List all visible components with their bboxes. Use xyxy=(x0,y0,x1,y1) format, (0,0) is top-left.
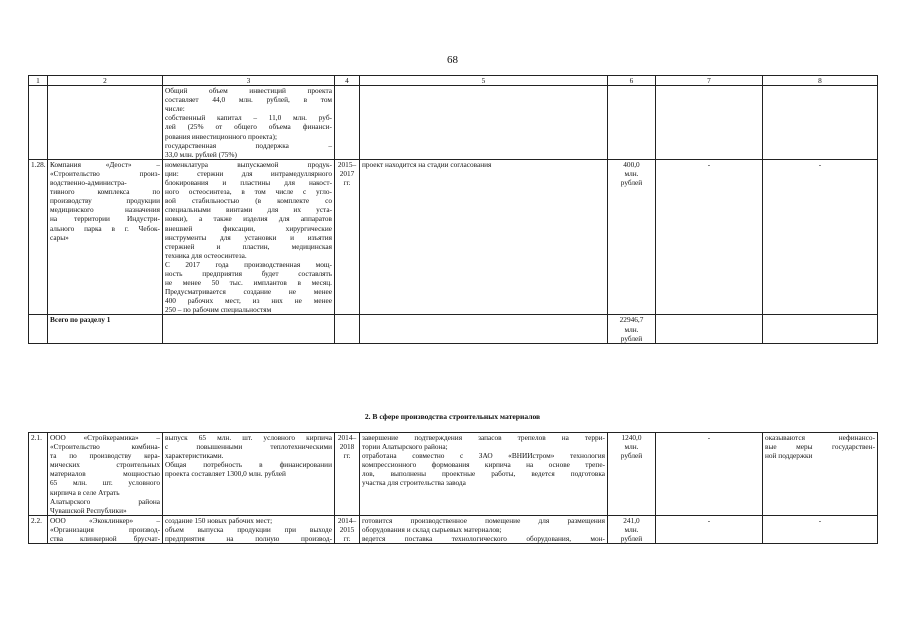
project-name-cell: ООО «Стройкерамика» – «Строительство комбина- та по производству кера- мических строительных материалов мощностью 65 млн. шт. условного кирпича в селе Атрать Алатырского района Чувашской Республики» xyxy=(48,433,163,516)
table-row xyxy=(29,515,878,543)
project-description-cell: выпуск 65 млн. шт. условного кирпича с повышенными теплотехническими характеристиками. Общая потребность в финансировании проекта составляет 1300,0 млн. рублей xyxy=(163,433,335,516)
investment-projects-table xyxy=(28,75,878,344)
project-description-cell: номенклатура выпускаемой продук- ции: стержни для интрамедуллярного блокирования и пластины для накост- ного остеосинтеза, в том числе с углo- вой стабильностью (в комплекте со специальными винтами для их уста- новки), а также изделия для аппаратов внешней фиксации, хирургические инструменты для установки и изъятия стержней и пластин, медицинская техника для остеосинтеза. С 2017 года производственная мощ- ность предприятия будет составлять не менее 50 тыс. имплантов в месяц. Предусматривается создание не менее 400 рабочих мест, из них не менее 250 – по рабочим специальностям xyxy=(163,159,335,315)
period-cell: 2015– 2017 гг. xyxy=(335,159,360,315)
column-number-header xyxy=(29,76,878,86)
table-row xyxy=(29,159,878,315)
table-row xyxy=(29,433,878,516)
period-cell: 2014– 2015 гг. xyxy=(335,515,360,543)
col-header-2: 2 xyxy=(48,76,163,86)
col7-cell: - xyxy=(656,159,763,315)
total-amount-cell: 22946,7 млн. рублей xyxy=(608,315,656,343)
col7-cell: - xyxy=(656,433,763,516)
amount-cell: 400,0 млн. рублей xyxy=(608,159,656,315)
status-cell: завершение подтверждения запасов трепелов на терри- тории Алатырского района; отработана совместно с ЗАО «ВНИИстром» технология компрессионного формования кирпича на основе трепе- лов, выполнены проектные работы, ведется подготовка участка для строительства завода xyxy=(360,433,608,516)
row-number: 2.2. xyxy=(29,515,48,543)
status-cell: проект находится на стадии согласования xyxy=(360,159,608,315)
page-number: 68 xyxy=(447,54,458,66)
col8-cell: - xyxy=(763,159,878,315)
col-header-5: 5 xyxy=(360,76,608,86)
support-measures-cell: оказываются нефинансо- вые меры государствен- ной поддержки xyxy=(763,433,878,516)
section-heading: 2. В сфере производства строительных материалов xyxy=(364,412,541,421)
status-cell: готовится производственное помещение для размещения оборудования и склад сырьевых материалов; ведется поставка технологического оборудования, мон- xyxy=(360,515,608,543)
total-label: Всего по разделу 1 xyxy=(48,315,163,343)
col-header-6: 6 xyxy=(608,76,656,86)
table-row xyxy=(29,86,878,160)
col-header-4: 4 xyxy=(335,76,360,86)
col-header-8: 8 xyxy=(763,76,878,86)
row-number: 2.1. xyxy=(29,433,48,516)
project-name-cell: ООО «Экоклинкер» – «Организация производ- ства клинкерной брусчат- xyxy=(48,515,163,543)
amount-cell: 1240,0 млн. рублей xyxy=(608,433,656,516)
amount-cell: 241,0 млн. рублей xyxy=(608,515,656,543)
construction-materials-table xyxy=(28,432,878,544)
row-number: 1.28. xyxy=(29,159,48,315)
col-header-7: 7 xyxy=(656,76,763,86)
col-header-3: 3 xyxy=(163,76,335,86)
total-row xyxy=(29,315,878,343)
col-header-1: 1 xyxy=(29,76,48,86)
period-cell: 2014– 2018 гг. xyxy=(335,433,360,516)
col7-cell: - xyxy=(656,515,763,543)
project-description-cell: создание 150 новых рабочих мест; объем выпуска продукции при выходе предприятия на полную производ- xyxy=(163,515,335,543)
investment-structure-cell: Общий объем инвестиций проекта составляет 44,0 млн. рублей, в том числе: собственный капитал – 11,0 млн. руб- лей (25% от общего объема финанси- рования инвестиционного проекта); государственная поддержка – 33,0 млн. рублей (75%) xyxy=(163,86,335,160)
project-name-cell: Компания «Деост» – «Строительство произ- водственно-администра- тивного комплекса по производству продукции медицинского назначения на территории Индустри- ального парка в г. Чебок- сары» xyxy=(48,159,163,315)
col8-cell: - xyxy=(763,515,878,543)
